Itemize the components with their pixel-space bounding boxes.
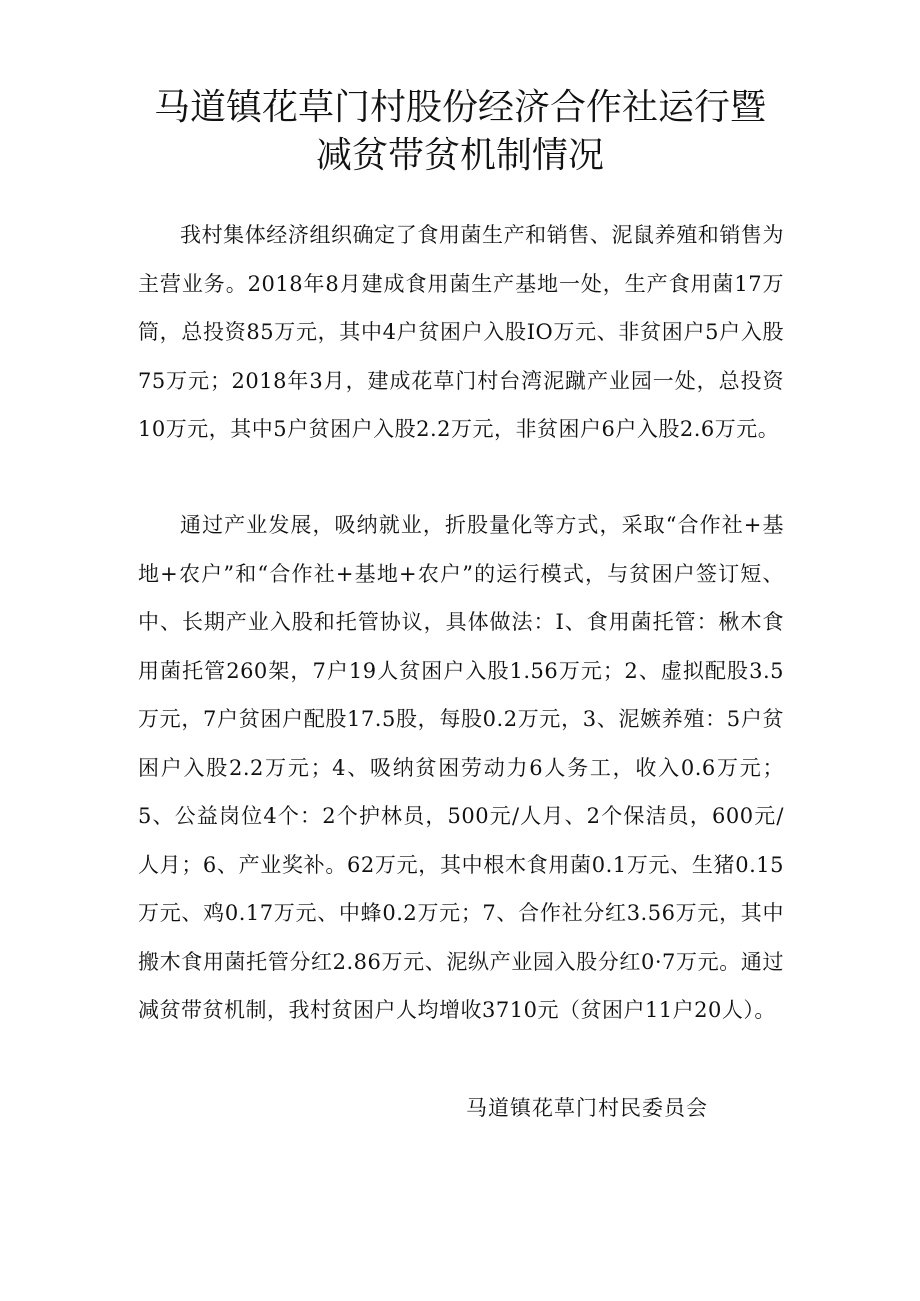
paragraph-poverty-mechanism: 通过产业发展，吸纳就业，折股量化等方式，采取“合作社+基地+农户”和“合作社+基地+农户”的运行模式，与贫困户签订短、中、长期产业入股和托管协议，具体做法：I、食用菌托管：楸木食用菌托管260架，7户19人贫困户入股1.56万元；2、虚拟配股3.5万元，7户贫困户配股17.5股，每股0.2万元，3、泥嫉养殖：5户贫困户入股2.2万元；4、吸纳贫困劳动力6人务工，收入0.6万元；5、公益岗位4个：2个护林员，500元/人月、2个保洁员，600元/人月；6、产业奖补。62万元，其中根木食用菌0.1万元、生猪0.15万元、鸡0.17万元、中蜂0.2万元；7、合作社分红3.56万元，其中搬木食用菌托管分红2.86万元、泥纵产业园入股分红0·7万元。通过减贫带贫机制，我村贫困户人均增收3710元（贫困户11户20人）。	[138, 513, 784, 1022]
signature-committee: 马道镇花草门村民委员会	[466, 1096, 708, 1120]
title-line-2: 减贫带贫机制情况	[315, 135, 604, 176]
title-line-1: 马道镇花草门村股份经济合作社运行暨	[153, 87, 766, 128]
paragraph-business-overview: 我村集体经济组织确定了食用菌生产和销售、泥鼠养殖和销售为主营业务。2018年8月建成食用菌生产基地一处，生产食用菌17万筒，总投资85万元，其中4户贫困户入股IO万元、非贫困户5户入股75万元；2018年3月，建成花草门村台湾泥蹴产业园一处，总投资10万元，其中5户贫困户入股2.2万元，非贫困户6户入股2.6万元。	[138, 223, 784, 441]
document-title	[110, 84, 810, 180]
